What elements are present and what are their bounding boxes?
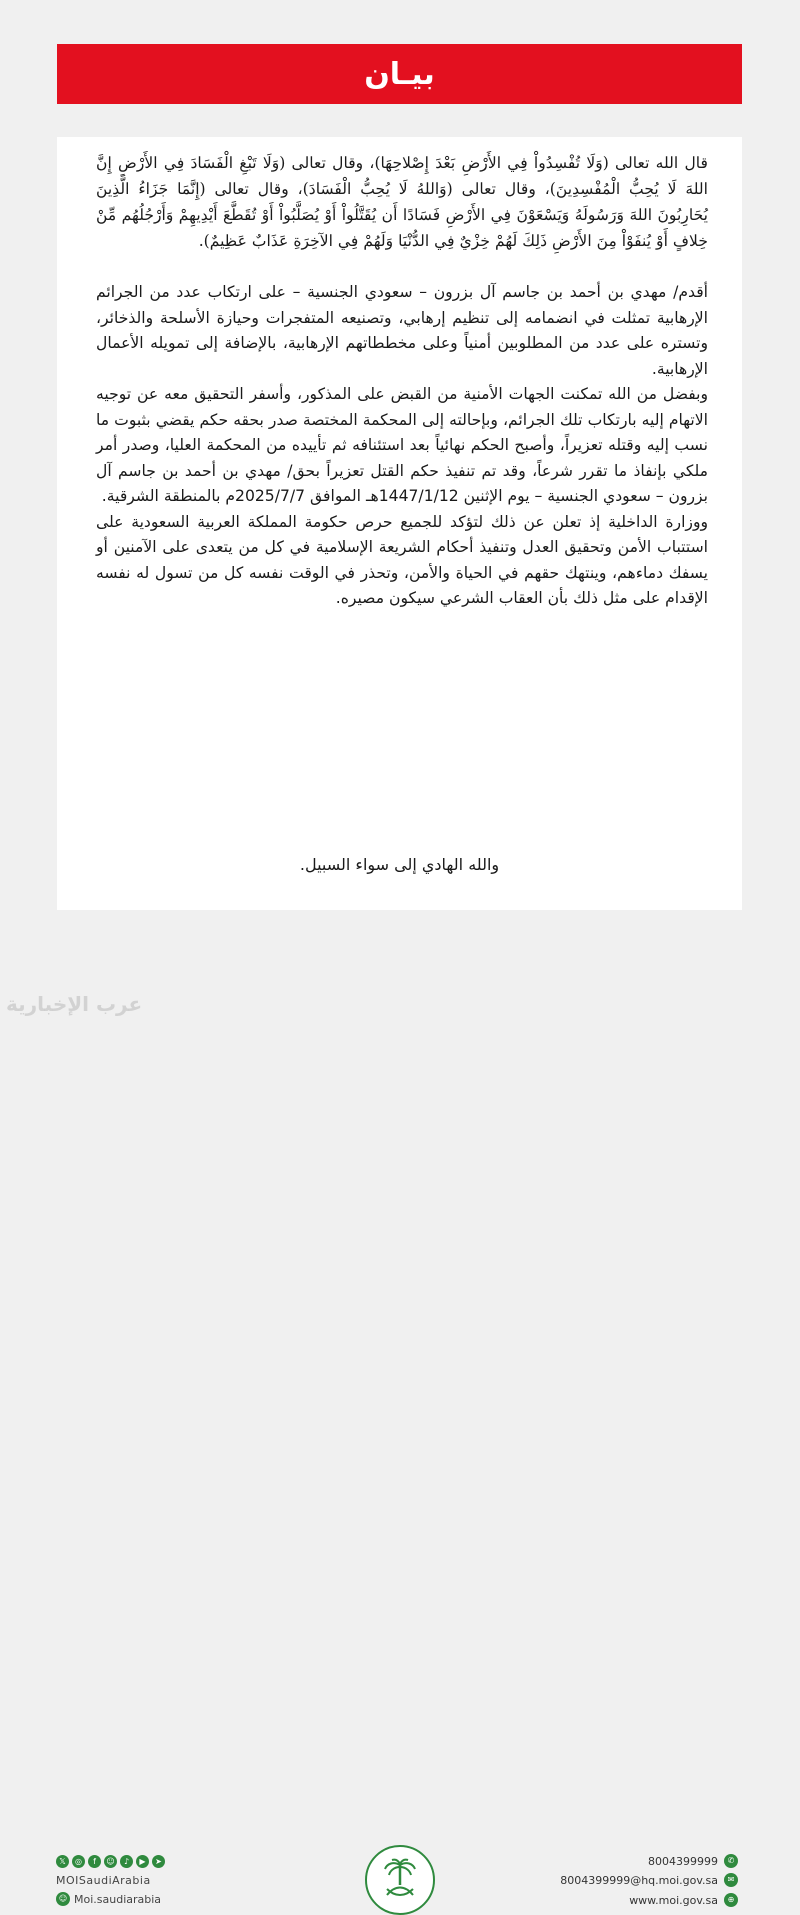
social-handle-primary[interactable]: MOISaudiArabia — [56, 1874, 151, 1887]
email-icon: ✉ — [724, 1873, 738, 1887]
palm-swords-emblem-icon — [375, 1855, 425, 1905]
quran-verses-paragraph: قال الله تعالى (وَلَا تُفْسِدُواْ فِي الأَرْضِ بَعْدَ إِصْلاحِهَا)، وقال تعالى (وَلَا تَبْغِ الْفَسَادَ فِي الأَرْضِ إِنَّ اللهَ لَا يُحِبُّ الْمُفْسِدِينَ)، وقال تعالى (وَاللهُ لَا يُحِبُّ الْفَسَادَ)، وقال تعالى (إِنَّمَا جَزَاءُ الَّذِينَ يُحَارِبُونَ اللهَ وَرَسُولَهُ وَيَسْعَوْنَ فِي الأَرْضِ فَسَادًا أَن يُقَتَّلُواْ أَوْ يُصَلَّبُواْ أَوْ تُقَطَّعَ أَيْدِيهِمْ وَأَرْجُلُهُم مِّنْ خِلافٍ أَوْ يُنفَوْاْ مِنَ الأَرْضِ ذَلِكَ لَهُمْ خِزْيٌ فِي الدُّنْيَا وَلَهُمْ فِي الآخِرَةِ عَذَابٌ عَظِيمٌ). — [96, 154, 708, 250]
social-handle-secondary[interactable] — [56, 1892, 161, 1906]
telegram-icon[interactable]: ➤ — [152, 1855, 165, 1868]
watermark-text: عرب الإخبارية — [6, 992, 143, 1016]
phone-icon: ✆ — [724, 1854, 738, 1868]
closing-line: والله الهادي إلى سواء السبيل. — [299, 855, 500, 874]
email-address: 8004399999@hq.moi.gov.sa — [560, 1873, 718, 1887]
crime-description-paragraph: أقدم/ مهدي بن أحمد بن جاسم آل بزرون – سعودي الجنسية – على ارتكاب عدد من الجرائم الإرهابية تمثلت في انضمامه إلى تنظيم إرهابي، وتصنيعه المتفجرات وحيازة الأسلحة والذخائر، وتستره على عدد من المطلوبين أمنياً وعلى مخططاتهم الإرهابية، بالإضافة إلى تمويله الأعمال الإرهابية. — [96, 283, 708, 378]
statement-banner — [57, 44, 742, 104]
phone-number: 8004399999 — [648, 1854, 718, 1868]
x-icon[interactable]: 𝕏 — [56, 1855, 69, 1868]
ministry-emblem-logo — [365, 1845, 435, 1915]
ministry-statement-paragraph: ووزارة الداخلية إذ تعلن عن ذلك لتؤكد للجميع حرص حكومة المملكة العربية السعودية على استتباب الأمن وتحقيق العدل وتنفيذ أحكام الشريعة الإسلامية في كل من يتعدى على الآمنين أو يسفك دماءهم، وينتهك حقهم في الحياة والأمن، وتحذر في الوقت نفسه كل من تسول له نفسه الإقدام على مثل ذلك بأن العقاب الشرعي سيكون مصيره. — [96, 512, 708, 607]
web-icon: ⊕ — [724, 1893, 738, 1907]
snapchat-small-icon: ☺ — [56, 1892, 70, 1906]
youtube-icon[interactable]: ▶ — [136, 1855, 149, 1868]
tiktok-icon[interactable]: ♪ — [120, 1855, 133, 1868]
social-handle-secondary-text: Moi.saudiarabia — [74, 1892, 162, 1906]
contact-email[interactable] — [560, 1873, 738, 1887]
statement-title: بيـان — [364, 56, 435, 92]
statement-body — [96, 150, 708, 612]
website-url: www.moi.gov.sa — [629, 1893, 718, 1907]
social-icons — [56, 1855, 165, 1868]
contact-website[interactable] — [629, 1893, 738, 1907]
facebook-icon[interactable]: f — [88, 1855, 101, 1868]
snapchat-icon[interactable]: ☺ — [104, 1855, 117, 1868]
instagram-icon[interactable]: ◎ — [72, 1855, 85, 1868]
contact-phone[interactable] — [648, 1854, 738, 1868]
execution-details-paragraph: وبفضل من الله تمكنت الجهات الأمنية من القبض على المذكور، وأسفر التحقيق معه عن توجيه الاتهام إليه بارتكاب تلك الجرائم، وبإحالته إلى المحكمة المختصة صدر بحقه حكم يقضي بثبوت ما نسب إليه وقتله تعزيراً، وأصبح الحكم نهائياً بعد استئنافه ثم تأييده من المحكمة العليا، وصدر أمر ملكي بإنفاذ ما تقرر شرعاً، وقد تم تنفيذ حكم القتل تعزيراً بحق/ مهدي بن أحمد بن جاسم آل بزرون – سعودي الجنسية – يوم الإثنين 1447/1/12هـ الموافق 2025/7/7م بالمنطقة الشرقية. — [96, 385, 708, 505]
